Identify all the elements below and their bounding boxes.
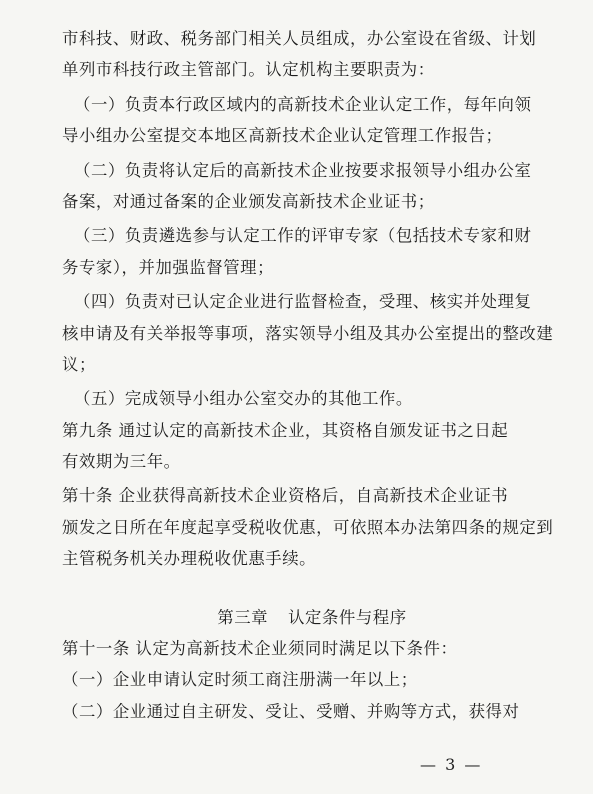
text-line: 主管税务机关办理税收优惠手续。 xyxy=(62,549,317,569)
chapter-heading xyxy=(62,602,534,633)
article-11: 第十一条 认定为高新技术企业须同时满足以下条件： xyxy=(62,639,458,659)
chapter-number: 第三章 xyxy=(217,607,269,627)
text-line: 市科技、财政、税务部门相关人员组成，办公室设在省级、计划 xyxy=(62,29,537,48)
page-number: — 3 — xyxy=(420,755,483,774)
condition-item-1: （一）企业申请认定时须工商注册满一年以上； xyxy=(62,670,418,690)
chapter-title: 认定条件与程序 xyxy=(288,607,407,627)
text-line: 务专家），并加强监督管理； xyxy=(62,257,275,277)
duty-item-1: （一）负责本行政区域内的高新技术企业认定工作，每年向领 xyxy=(74,94,532,114)
duty-item-5: （五）完成领导小组办公室交办的其他工作。 xyxy=(74,389,413,409)
duty-item-3: （三）负责遴选参与认定工作的评审专家（包括技术专家和财 xyxy=(74,226,532,246)
article-9: 第九条 通过认定的高新技术企业，其资格自颁发证书之日起 xyxy=(62,420,509,440)
duty-item-2: （二）负责将认定后的高新技术企业按要求报领导小组办公室 xyxy=(74,160,532,180)
text-line: 有效期为三年。 xyxy=(62,452,181,472)
text-line: 单列市科技行政主管部门。认定机构主要职责为： xyxy=(62,60,435,80)
text-line: 核申请及有关举报等事项，落实领导小组及其办公室提出的整改建 xyxy=(62,323,554,343)
article-10: 第十条 企业获得高新技术企业资格后，自高新技术企业证书 xyxy=(62,486,509,506)
text-line: 颁发之日所在年度起享受税收优惠，可依照本办法第四条的规定到 xyxy=(62,517,554,537)
duty-item-4: （四）负责对已认定企业进行监督检查，受理、核实并处理复 xyxy=(74,292,532,312)
text-line: 备案，对通过备案的企业颁发高新技术企业证书； xyxy=(62,191,435,211)
text-line: 导小组办公室提交本地区高新技术企业认定管理工作报告； xyxy=(62,126,503,146)
document-body xyxy=(62,23,554,727)
text-line: 议； xyxy=(62,354,96,374)
condition-item-2: （二）企业通过自主研发、受让、受赠、并购等方式，获得对 xyxy=(62,701,520,721)
